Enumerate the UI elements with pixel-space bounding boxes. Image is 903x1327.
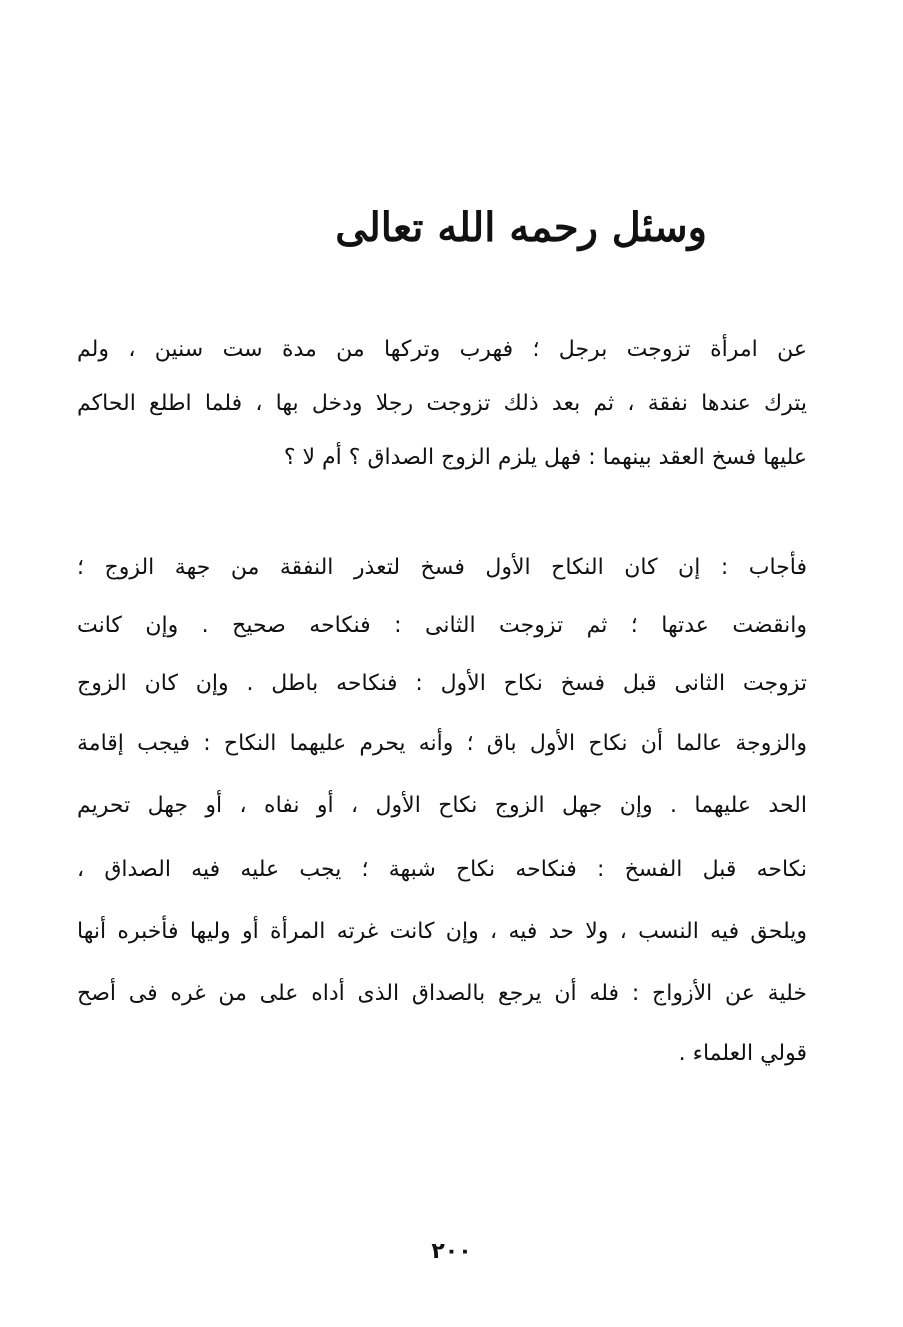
answer-line: وانقضت عدتها ؛ ثم تزوجت الثانى : فنكاحه صحيح . وإن كانت — [77, 613, 807, 638]
answer-line: خلية عن الأزواج : فله أن يرجع بالصداق الذى أداه على من غره فى أصح — [77, 981, 807, 1006]
answer-line: والزوجة عالما أن نكاح الأول باق ؛ وأنه يحرم عليهما النكاح : فيجب إقامة — [77, 731, 807, 756]
answer-line: ويلحق فيه النسب ، ولا حد فيه ، وإن كانت غرته المرأة أو وليها فأخبره أنها — [77, 919, 807, 944]
question-line: عليها فسخ العقد بينهما : فهل يلزم الزوج الصداق ؟ أم لا ؟ — [283, 445, 807, 470]
answer-line: الحد عليهما . وإن جهل الزوج نكاح الأول ، أو نفاه ، أو جهل تحريم — [77, 793, 807, 818]
answer-line: فأجاب : إن كان النكاح الأول فسخ لتعذر النفقة من جهة الزوج ؛ — [77, 555, 807, 580]
section-heading: وسئل رحمه الله تعالى — [335, 204, 707, 251]
question-line: عن امرأة تزوجت برجل ؛ فهرب وتركها من مدة ست سنين ، ولم — [77, 337, 807, 362]
answer-line: نكاحه قبل الفسخ : فنكاحه نكاح شبهة ؛ يجب عليه فيه الصداق ، — [77, 857, 807, 882]
answer-line: قولي العلماء . — [678, 1041, 807, 1066]
answer-line: تزوجت الثانى قبل فسخ نكاح الأول : فنكاحه باطل . وإن كان الزوج — [77, 671, 807, 696]
page-number: ٢٠٠ — [431, 1239, 472, 1264]
question-line: يترك عندها نفقة ، ثم بعد ذلك تزوجت رجلا ودخل بها ، فلما اطلع الحاكم — [77, 391, 807, 416]
